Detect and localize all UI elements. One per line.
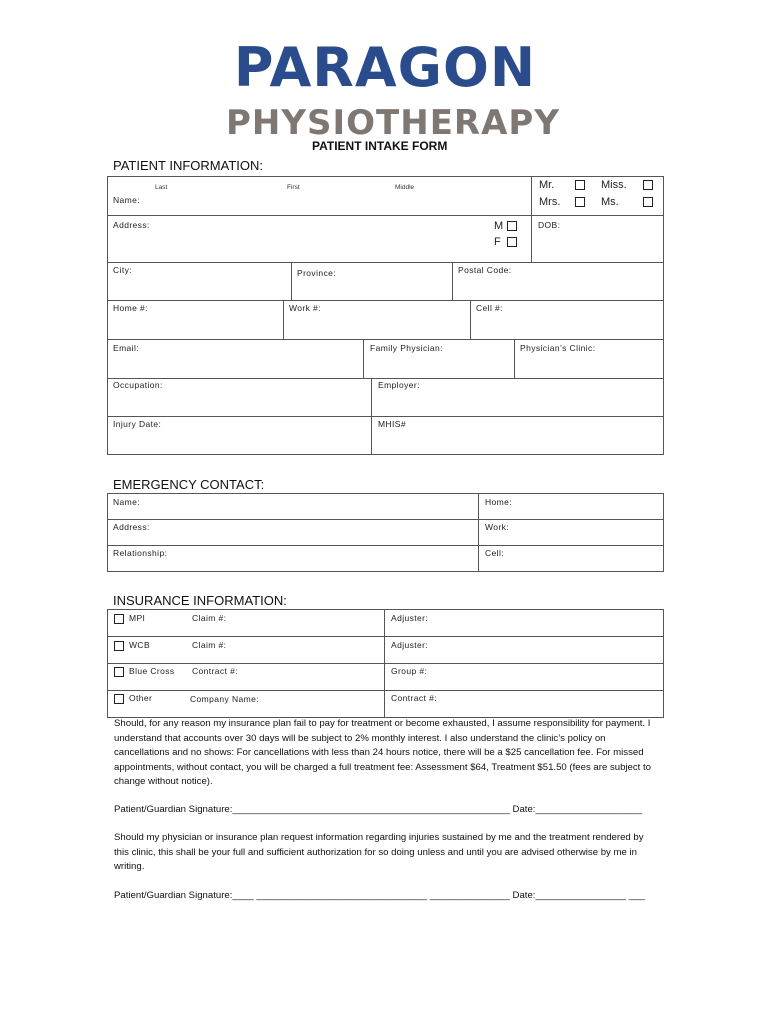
middle-name-hint: Middle [395, 184, 415, 191]
cell-phone-label: Cell #: [476, 303, 503, 313]
city-label: City: [113, 265, 132, 275]
first-name-hint: First [287, 184, 300, 191]
insurance-bluecross-checkbox[interactable] [114, 667, 124, 677]
title-ms-checkbox[interactable] [643, 197, 653, 207]
logo-physiotherapy: PHYSIOTHERAPY [226, 103, 560, 143]
payment-policy-text: Should, for any reason my insurance plan fail to pay for treatment or become exhausted, I assume responsibility for payment. I understand that accounts over 30 days will be subject to 2% monthly interest. I also understand the clinic’s policy on cancellations and no shows: For cancellations with less than 24 hours notice, there will be a $25 cancellation fee. For missed appointments, without contact, you will be charged a full treatment fee: Assessment $64, Treatment $51.50 (fees are subject to change without notice). [114, 718, 652, 787]
emergency-work-label: Work: [485, 522, 510, 532]
mhis-field[interactable] [371, 416, 664, 455]
injury-date-label: Injury Date: [113, 419, 162, 429]
insurance-other-label: Other [129, 693, 153, 703]
insurance-mpi-checkbox[interactable] [114, 614, 124, 624]
postal-code-label: Postal Code: [458, 265, 512, 275]
email-label: Email: [113, 343, 140, 353]
insurance-wcb-label: WCB [129, 640, 151, 650]
emergency-relationship-label: Relationship: [113, 548, 168, 558]
patient-info-heading: PATIENT INFORMATION: [113, 158, 263, 173]
home-phone-label: Home #: [113, 303, 148, 313]
gender-m-label: M [494, 220, 504, 232]
insurance-wcb-claim-label: Claim #: [192, 640, 227, 650]
insurance-bluecross-contract-label: Contract #: [192, 666, 238, 676]
insurance-bluecross-group-label: Group #: [391, 666, 428, 676]
emergency-name-field[interactable] [107, 493, 479, 520]
family-physician-label: Family Physician: [370, 343, 443, 353]
title-miss-label: Miss. [601, 179, 627, 191]
city-field[interactable] [107, 262, 292, 301]
form-title: PATIENT INTAKE FORM [312, 139, 448, 153]
email-field[interactable] [107, 339, 364, 379]
emergency-contact-heading: EMERGENCY CONTACT: [113, 477, 265, 492]
emergency-address-label: Address: [113, 522, 150, 532]
signature-line-2[interactable]: Patient/Guardian Signature:____ ________________________________ _______________ Date:_________________ ___ [114, 890, 645, 901]
mhis-label: MHIS# [378, 419, 406, 429]
title-mrs-label: Mrs. [539, 196, 561, 208]
authorization-text: Should my physician or insurance plan request information regarding injuries sustained by me and the treatment rendered by this clinic, this shall be your full and sufficient authorization for so doing unless and until you are advised otherwise by me in writing. [114, 832, 644, 872]
emergency-cell-field[interactable] [478, 545, 664, 572]
emergency-name-label: Name: [113, 497, 141, 507]
address-label: Address: [113, 220, 150, 230]
dob-label: DOB: [538, 220, 561, 230]
insurance-info-heading: INSURANCE INFORMATION: [113, 593, 287, 608]
signature-line-1[interactable]: Patient/Guardian Signature:____________________________________________________ Date:____________________ [114, 804, 643, 815]
title-mrs-checkbox[interactable] [575, 197, 585, 207]
insurance-mpi-label: MPI [129, 613, 146, 623]
work-phone-label: Work #: [289, 303, 321, 313]
insurance-other-checkbox[interactable] [114, 694, 124, 704]
insurance-other-contract-label: Contract #: [391, 693, 437, 703]
name-label: Name: [113, 195, 141, 205]
emergency-home-label: Home: [485, 497, 513, 507]
insurance-mpi-adjuster-label: Adjuster: [391, 613, 429, 623]
insurance-mpi-claim-label: Claim #: [192, 613, 227, 623]
title-mr-checkbox[interactable] [575, 180, 585, 190]
insurance-mpi-row[interactable] [107, 609, 385, 637]
gender-f-checkbox[interactable] [507, 237, 517, 247]
title-miss-checkbox[interactable] [643, 180, 653, 190]
province-label: Province: [297, 268, 337, 278]
insurance-other-company-label: Company Name: [190, 694, 259, 704]
physician-clinic-label: Physician’s Clinic: [520, 343, 596, 353]
title-mr-label: Mr. [539, 179, 555, 191]
logo-paragon: PARAGON [233, 36, 537, 99]
gender-m-checkbox[interactable] [507, 221, 517, 231]
name-field[interactable] [107, 176, 532, 216]
emergency-cell-label: Cell: [485, 548, 505, 558]
insurance-wcb-checkbox[interactable] [114, 641, 124, 651]
address-field[interactable] [107, 215, 532, 263]
insurance-wcb-adjuster-label: Adjuster: [391, 640, 429, 650]
title-ms-label: Ms. [601, 196, 619, 208]
emergency-address-field[interactable] [107, 519, 479, 546]
employer-label: Employer: [378, 380, 420, 390]
gender-f-label: F [494, 236, 501, 248]
insurance-bluecross-label: Blue Cross [129, 666, 175, 676]
last-name-hint: Last [155, 184, 168, 191]
occupation-label: Occupation: [113, 380, 163, 390]
